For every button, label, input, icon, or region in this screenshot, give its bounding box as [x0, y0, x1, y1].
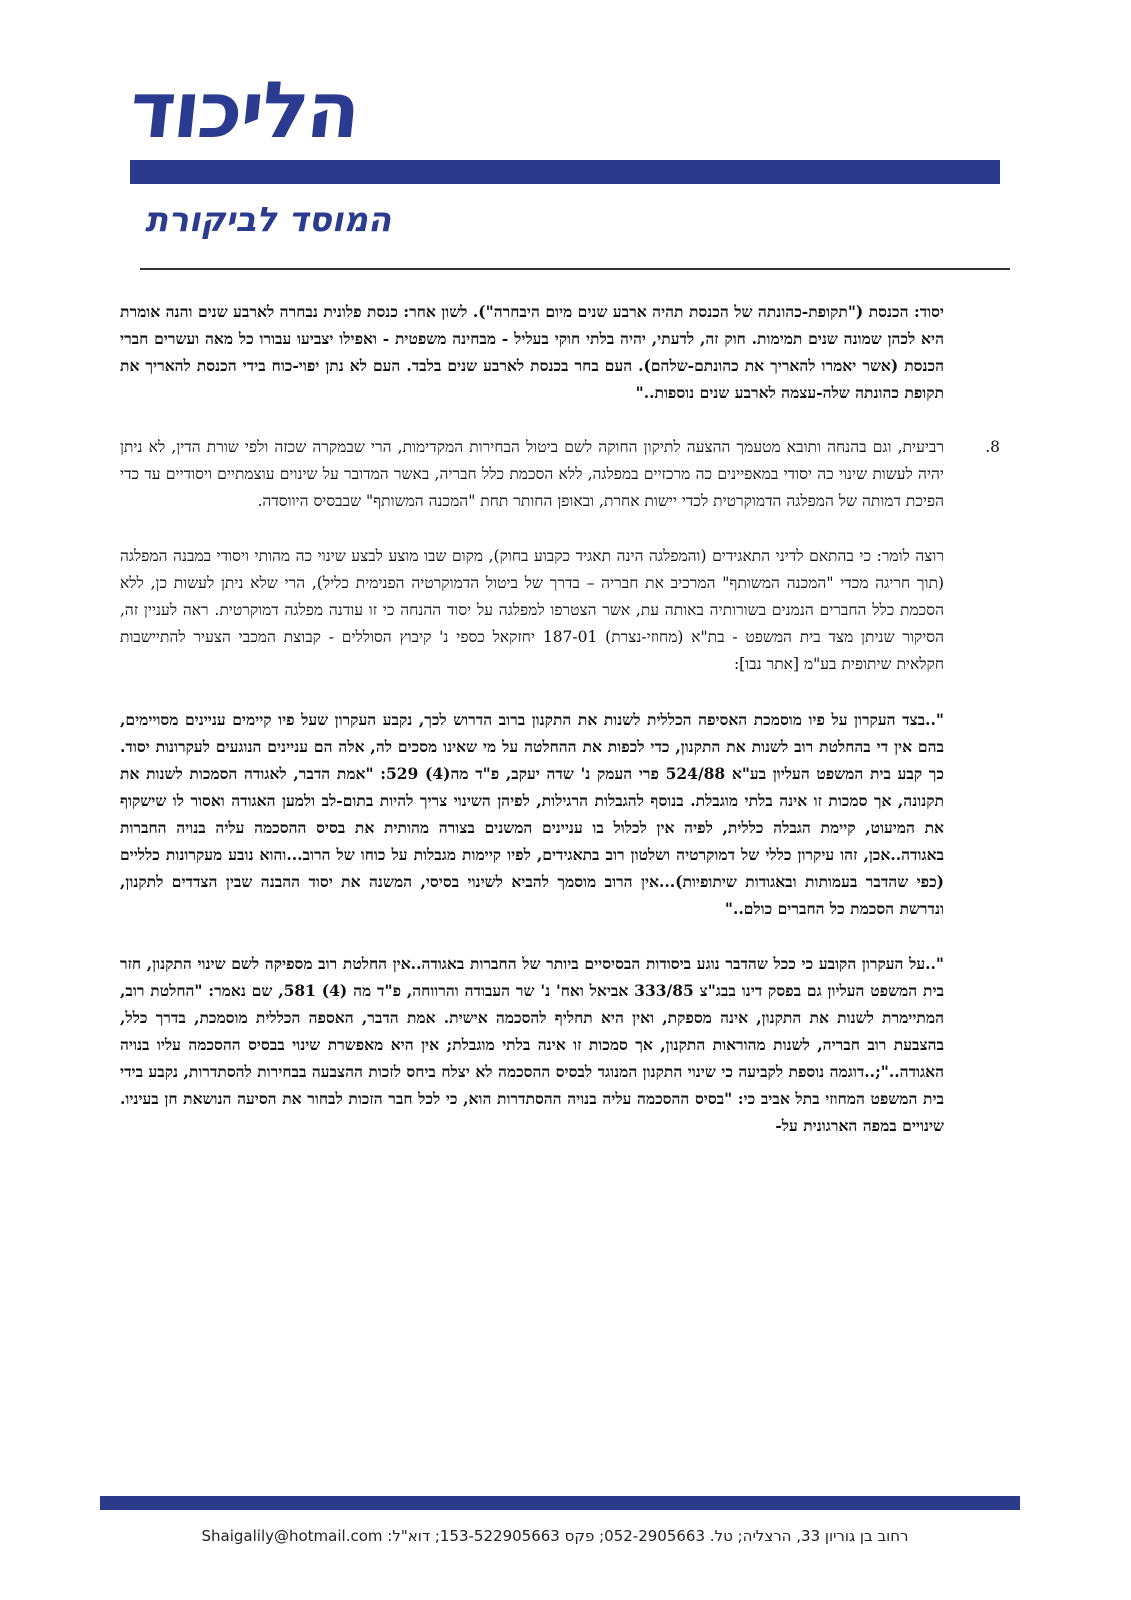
paragraph-quote-court-1: "..בצד העקרון על פיו מוסמכת האסיפה הכללית לשנות את התקנון ברוב הדרוש לכך, נקבע העקרון שעל פיו קיימים עניינים מסויימים, בהם אין די בהחלטת רוב לשנות את התקנון, כדי לכפות את ההחלטה על מי שאינו מסכים לה, אלה הם עניינים הנוגעים לעקרונות יסוד. כך קבע בית המשפט העליון בע"א 524/88 פרי העמק נ' שדה יעקב, פ"ד מה(4) 529: "אמת הדבר, לאגודה הסמכות לשנות את תקנונה, אך סמכות זו אינה בלתי מוגבלת. בנוסף להגבלות הרגילות, לפיהן השינוי צריך להיות בתום-לב ולמען האגודה ואסור לו שישקוף את המיעוט, קיימת הגבלה כללית, לפיה אין לכלול בו עניינים המשנים בצורה מהותית את בסיס ההסכמה עליה בנויה החברות באגודה..אכן, זהו עיקרון כללי של דמוקרטיה ושלטון רוב בתאגידים, לפיו קיימות מגבלות על כוחו של הרוב...והוא נובע מעקרונות כלליים (כפי שהדבר בעמותות ובאגודות שיתופיות)...אין הרוב מוסמך להביא לשינוי בסיסי, המשנה את יסוד ההבנה שבין הצדדים לתקנון, ונדרשת הסכמת כל החברים כולם..": [120, 710, 944, 918]
paragraph-quote-court-2: "..על העקרון הקובע כי ככל שהדבר נוגע ביסודות הבסיסיים ביותר של החברות באגודה..אין החלטת רוב מספיקה לשם שינוי התקנון, חזר בית המשפט העליון גם בפסק דינו בבג"צ 333/85 אביאל ואח' נ' שר העבודה והרווחה, פ"ד מה (4) 581, שם נאמר: "החלטת רוב, המתיימרת לשנות את התקנון, אינה מספקת, ואין היא תחליף להסכמה אישית. אמת הדבר, האספה הכללית מוסמכת, בדרך כלל, בהצבעת רוב חבריה, לשנות מהוראות התקנון, אך סמכות זו אינה בלתי מוגבלת; אין היא מאפשרת שינוי בבסיס ההסכמה עליו בנויה האגודה..";..דוגמה נוספת לקביעה כי שינוי התקנון המנוגד לבסיס ההסכמה לא יצלח ביחס לזכות ההצבעה בבחירות להסתדרות, נקבע בידי בית המשפט המחוזי בתל אביב כי: "בסיס ההסכמה עליה בנויה ההסתדרות הוא, כי לכל חבר הזכות לבחור את הסיעה הנושאת חן בעיניו. שינויים במפה הארגונית על-: [120, 954, 944, 1135]
paragraph-corporate-law: רוצה לומר: כי בהתאם לדיני התאגידים (והמפלגה הינה תאגיד כקבוע בחוק), מקום שבו מוצע לבצע שינוי כה מהותי ויסודי במבנה המפלגה (תוך חריגה מכדי "המכנה המשותף" המרכיב את חבריה – בדרך של ביטול הדמוקרטיה הפנימית כליל), הרי שלא ניתן לעשות כן, ללא הסכמת כלל החברים הנמנים בשורותיה באותה עת, אשר הצטרפו למפלגה על יסוד ההנחה כי זו עודנה מפלגה דמוקרטית. ראה לעניין זה, הסיקור שניתן מצד בית המשפט - בת"א (מחוזי-נצרת) 187-01 יחזקאל כספי נ' קיבוץ הסוללים - קבוצת המכבי הצעיר להתיישבות חקלאית שיתופית בע"מ [אתר נבו]:: [120, 547, 945, 673]
document-body: [120, 298, 1000, 1478]
likud-logo: הליכוד: [125, 66, 364, 156]
page-subtitle: המוסד לביקורת: [145, 200, 392, 240]
header-divider: [140, 268, 1010, 270]
header-band: [130, 160, 1000, 184]
paragraph-quote-basic-law: יסוד: הכנסת ("תקופת-כהונתה של הכנסת תהיה ארבע שנים מיום היבחרה"). לשון אחר: כנסת פלונית נבחרה לארבע שנים והנה אומרת היא לכהן שמונה שנים תמימות. חוק זה, לדעתי, יהיה בלתי חוקי בעליל - מבחינה משפטית - ואפילו יצביעו עבורו כל מאה ועשרים חברי הכנסת (אשר יאמרו להאריך את כהונתם-שלהם). העם בחר בכנסת לארבע שנים בלבד. העם לא נתן יפוי-כוח בידי הכנסת להאריך את תקופת כהונתה שלה-עצמה לארבע שנים נוספות..": [120, 302, 944, 402]
footer-band: [100, 1496, 1020, 1510]
paragraph-text: רביעית, וגם בהנחה ותובא מטעמך ההצעה לתיקון החוקה לשם ביטול הבחירות המקדימות, הרי שבמקרה שכזה ולפי שורת הדין, לא ניתן יהיה לעשות שינוי כה יסודי במאפיינים כה מרכזיים במפלגה, ללא הסכמת כלל חבריה, באשר המדובר על שינוים עוצמתיים ויסודיים עד כדי הפיכת דמותה של המפלגה הדמוקרטית לכדי יישות אחרת, ובאופן החותר תחת "המכנה המשותף" שבבסיס היווסדה.: [120, 438, 944, 510]
footer-contact: רחוב בן גוריון 33, הרצליה; טל. 052-2905663; פקס 153-522905663; דוא"ל: Shaigalily@hotmail.com: [201, 1527, 909, 1545]
paragraph-8: [120, 434, 1000, 515]
paragraph-number: 8.: [985, 438, 1000, 456]
